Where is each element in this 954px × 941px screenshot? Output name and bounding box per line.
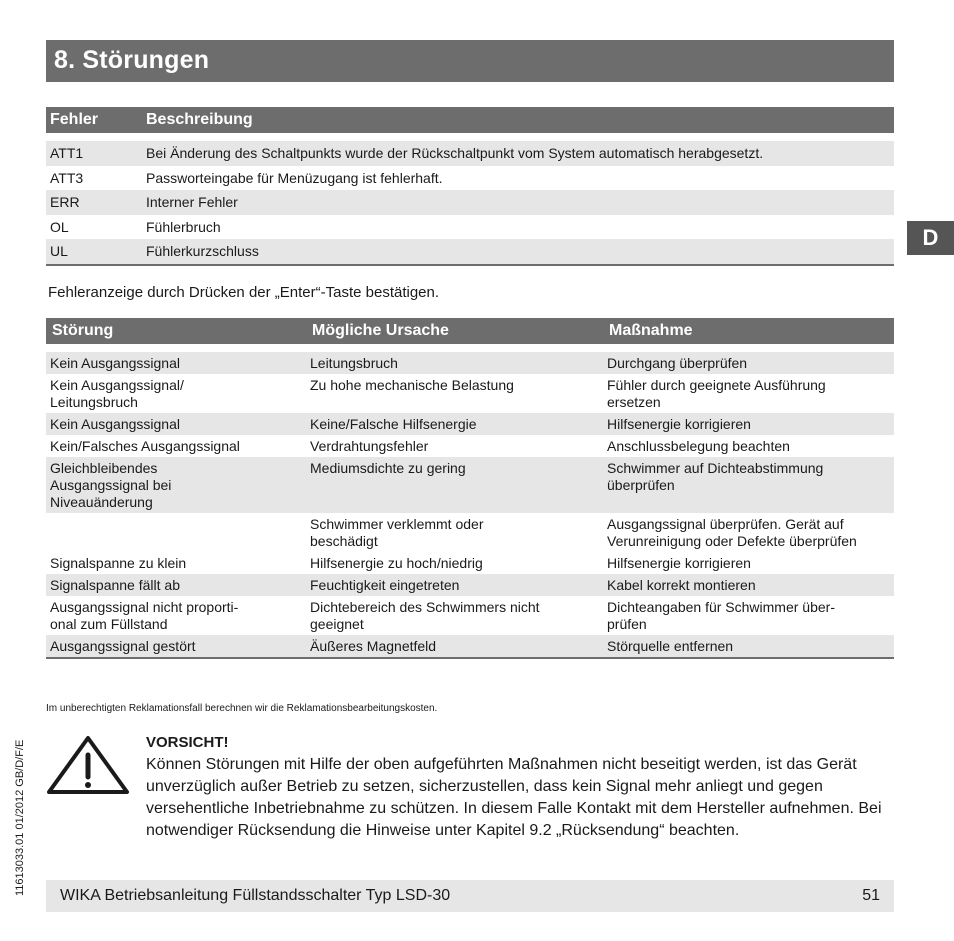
- fault-cell: Ausgangssignal gestört: [46, 635, 306, 658]
- measure-cell: Fühler durch geeignete Ausführung ersetzen: [607, 377, 826, 410]
- table-row: [46, 552, 894, 574]
- page-number: 51: [862, 887, 880, 904]
- error-description: Fühlerkurzschluss: [142, 239, 894, 265]
- table-row: [46, 413, 894, 435]
- warning-heading: VORSICHT!: [146, 734, 229, 751]
- fault-cell: Signalspanne zu klein: [50, 555, 187, 571]
- measure-cell: Hilfsenergie korrigieren: [603, 413, 894, 435]
- col-header-stoerung: Störung: [46, 318, 306, 348]
- col-header-massnahme: Maßnahme: [603, 318, 894, 348]
- measure-cell: Schwimmer auf Dichteabstimmung überprüfen: [603, 457, 894, 513]
- error-description: Interner Fehler: [142, 190, 894, 215]
- table-row: [46, 215, 894, 240]
- table-row: [46, 190, 894, 215]
- measure-cell: Dichteangaben für Schwimmer über- prüfen: [607, 599, 835, 632]
- cause-cell: Schwimmer verklemmt oder beschädigt: [310, 516, 484, 549]
- fault-cell: Kein Ausgangssignal/ Leitungsbruch: [50, 377, 184, 410]
- warning-triangle-icon: [46, 735, 130, 795]
- cause-cell: Zu hohe mechanische Belastung: [310, 377, 514, 393]
- cause-cell: Hilfsenergie zu hoch/niedrig: [310, 555, 483, 571]
- section-title: 8. Störungen: [54, 46, 210, 74]
- error-code: ATT3: [50, 169, 84, 186]
- table-row: [46, 166, 894, 191]
- error-code-table: [46, 107, 894, 266]
- table-row: [46, 596, 894, 635]
- cause-cell: Verdrahtungsfehler: [310, 438, 429, 454]
- measure-cell: Hilfsenergie korrigieren: [607, 555, 751, 571]
- fault-table: [46, 318, 894, 659]
- error-description: Bei Änderung des Schaltpunkts wurde der Rückschaltpunkt vom System automatisch herabgesetzt.: [142, 137, 894, 166]
- col-header-beschreibung: Beschreibung: [142, 107, 894, 137]
- error-code: OL: [50, 218, 69, 235]
- fault-cell: Kein/Falsches Ausgangssignal: [50, 438, 240, 454]
- cause-cell: Keine/Falsche Hilfsenergie: [306, 413, 603, 435]
- measure-cell: Anschlussbelegung beachten: [607, 438, 790, 454]
- error-description: Fühlerbruch: [146, 218, 221, 235]
- table-row: [46, 635, 894, 658]
- fault-cell: Gleichbleibendes Ausgangssignal bei Niveauänderung: [46, 457, 306, 513]
- footer-title: WIKA Betriebsanleitung Füllstandsschalter Typ LSD-30: [60, 887, 451, 904]
- table-row: [46, 457, 894, 513]
- error-code: ERR: [46, 190, 142, 215]
- error-code: UL: [46, 239, 142, 265]
- table-row: [46, 435, 894, 457]
- col-header-fehler: Fehler: [46, 107, 142, 137]
- page-footer: [46, 880, 894, 912]
- cause-cell: Mediumsdichte zu gering: [306, 457, 603, 513]
- table-row: [46, 348, 894, 374]
- fault-cell: Ausgangssignal nicht proporti- onal zum Füllstand: [50, 599, 239, 632]
- table-row: [46, 374, 894, 413]
- measure-cell: Kabel korrekt montieren: [603, 574, 894, 596]
- col-header-ursache: Mögliche Ursache: [306, 318, 603, 348]
- table-row: [46, 137, 894, 166]
- language-tab: D: [907, 221, 954, 255]
- table-row: [46, 239, 894, 265]
- measure-cell: Ausgangssignal überprüfen. Gerät auf Verunreinigung oder Defekte überprüfen: [607, 516, 857, 549]
- cause-cell: Feuchtigkeit eingetreten: [306, 574, 603, 596]
- measure-cell: Störquelle entfernen: [603, 635, 894, 658]
- error-code: ATT1: [46, 137, 142, 166]
- section-title-bar: [46, 40, 894, 82]
- fault-cell: Kein Ausgangssignal: [46, 413, 306, 435]
- footnote: Im unberechtigten Reklamationsfall berechnen wir die Reklamationsbearbeitungskosten.: [46, 703, 438, 714]
- table-row: [46, 513, 894, 552]
- cause-cell: Dichtebereich des Schwimmers nicht geeignet: [310, 599, 540, 632]
- table-row: [46, 574, 894, 596]
- fault-cell: Signalspanne fällt ab: [46, 574, 306, 596]
- confirm-note: Fehleranzeige durch Drücken der „Enter“-Taste bestätigen.: [48, 284, 440, 301]
- error-description: Passworteingabe für Menüzugang ist fehlerhaft.: [146, 169, 443, 186]
- warning-text: Können Störungen mit Hilfe der oben aufgeführten Maßnahmen nicht beseitigt werden, ist das Gerät unverzüglich außer Betrieb zu setzen, sicherzustellen, dass kein Signal mehr anliegt und gegen versehentliche Inbetriebnahme zu schützen. In diesem Falle Kontakt mit dem Hersteller aufnehmen. Bei notwendiger Rücksendung die Hinweise unter Kapitel 9.2 „Rücksendung“ beachten.: [146, 756, 882, 839]
- document-code: 11613033.01 01/2012 GB/D/F/E: [14, 739, 26, 896]
- fault-cell: [46, 513, 306, 552]
- cause-cell: Leitungsbruch: [306, 348, 603, 374]
- cause-cell: Äußeres Magnetfeld: [306, 635, 603, 658]
- fault-cell: Kein Ausgangssignal: [46, 348, 306, 374]
- measure-cell: Durchgang überprüfen: [603, 348, 894, 374]
